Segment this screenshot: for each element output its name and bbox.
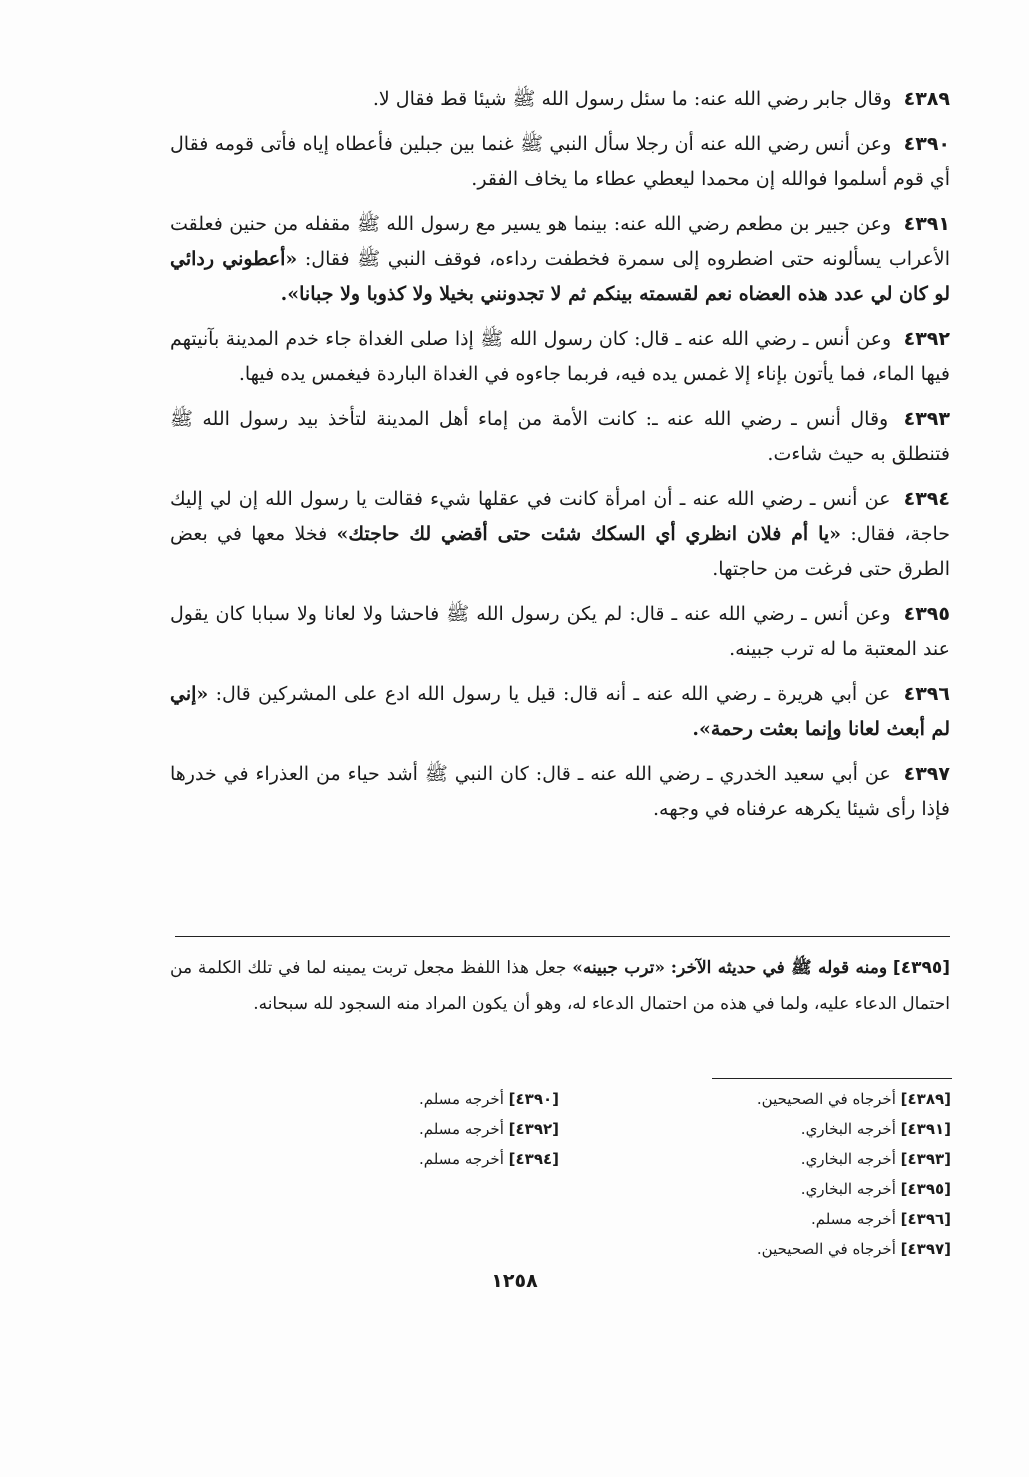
hadith-number: ٤٣٨٩ <box>903 88 950 110</box>
hadith-tail-text: فخلا معها في بعض الطرق حتى فرغت من حاجتها. <box>170 523 950 580</box>
reference-text: أخرجه البخاري. <box>800 1120 896 1138</box>
reference-item <box>671 1144 951 1174</box>
hadith-4391 <box>170 207 950 312</box>
reference-number: [٤٣٩٤] <box>508 1150 559 1168</box>
hadith-text: عن أبي سعيد الخدري ـ رضي الله عنه ـ قال: كان النبي ﷺ أشد حياء من العذراء في خدرها فإذا رأى شيئا يكرهه عرفناه في وجهه. <box>170 763 950 820</box>
prophetic-quote: «إني لم أبعث لعانا وإنما بعثت رحمة». <box>170 683 950 740</box>
reference-item <box>671 1114 951 1144</box>
reference-number: [٤٣٩٦] <box>900 1210 951 1228</box>
references-right-column <box>671 1084 951 1264</box>
reference-item <box>671 1084 951 1114</box>
reference-item <box>359 1114 559 1144</box>
hadith-4395 <box>170 597 950 667</box>
hadith-4394 <box>170 482 950 587</box>
prophetic-quote: «يا أم فلان انظري أي السكك شئت حتى أقضي لك حاجتك» <box>336 523 842 545</box>
hadith-number: ٤٣٩٠ <box>903 133 951 155</box>
reference-text: أخرجه مسلم. <box>810 1210 896 1228</box>
hadith-4392 <box>170 322 950 392</box>
hadith-4397 <box>170 757 950 827</box>
hadith-text: وعن أنس ـ رضي الله عنه ـ قال: لم يكن رسول الله ﷺ فاحشا ولا لعانا ولا سبابا كان يقول عند المعتبة ما له ترب جبينه. <box>170 603 950 660</box>
reference-number: [٤٣٩٥] <box>900 1180 951 1198</box>
hadith-number: ٤٣٩٤ <box>903 488 950 510</box>
reference-number: [٤٣٩١] <box>900 1120 951 1138</box>
reference-number: [٤٣٩٢] <box>508 1120 559 1138</box>
reference-text: أخرجاه في الصحيحين. <box>756 1090 896 1108</box>
commentary-note <box>170 950 950 1022</box>
section-divider <box>175 936 950 937</box>
hadith-number: ٤٣٩٥ <box>903 603 950 625</box>
hadith-text: عن أنس ـ رضي الله عنه ـ أن امرأة كانت في عقلها شيء فقالت يا رسول الله إن لي إليك حاجة، فقال: <box>170 488 951 545</box>
reference-item <box>671 1174 951 1204</box>
reference-item <box>671 1204 951 1234</box>
commentary-text: جعل هذا اللفظ مجعل تربت يمينه لما في تلك الكلمة من احتمال الدعاء عليه، ولما في هذه من احتمال الدعاء له، وهو أن يكون المراد منه السجود لله سبحانه. <box>170 958 950 1014</box>
hadith-text: وعن أنس ـ رضي الله عنه ـ قال: كان رسول الله ﷺ إذا صلى الغداة جاء خدم المدينة بآنيتهم فيها الماء، فما يأتون بإناء إلا غمس يده فيه، فربما جاءوه في الغداة الباردة فيغمس يده فيها. <box>170 328 950 385</box>
footnote-divider <box>712 1078 952 1079</box>
reference-number: [٤٣٩٠] <box>508 1090 559 1108</box>
hadith-text: وعن جبير بن مطعم رضي الله عنه: بينما هو يسير مع رسول الله ﷺ مقفله من حنين فعلقت الأعراب يسألونه حتى اضطروه إلى سمرة فخطفت رداءه، فوقف النبي ﷺ فقال: <box>170 213 950 270</box>
references-left-column <box>359 1084 559 1174</box>
hadith-number: ٤٣٩٢ <box>903 328 950 350</box>
reference-text: أخرجه البخاري. <box>800 1180 896 1198</box>
hadith-body <box>170 82 950 837</box>
reference-item <box>359 1144 559 1174</box>
hadith-4389 <box>170 82 950 117</box>
hadith-4396 <box>170 677 950 747</box>
reference-number: [٤٣٩٧] <box>900 1240 951 1258</box>
hadith-text: وعن أنس رضي الله عنه أن رجلا سأل النبي ﷺ غنما بين جبلين فأعطاه إياه فأتى قومه فقال أي قوم أسلموا فوالله إن محمدا ليعطي عطاء ما يخاف الفقر. <box>170 133 950 190</box>
hadith-text: وقال أنس ـ رضي الله عنه ـ: كانت الأمة من إماء أهل المدينة لتأخذ بيد رسول الله ﷺ فتنطلق به حيث شاءت. <box>170 408 950 465</box>
reference-number: [٤٣٩٣] <box>900 1150 951 1168</box>
reference-number: [٤٣٨٩] <box>900 1090 951 1108</box>
hadith-4393 <box>170 402 950 472</box>
hadith-text: وقال جابر رضي الله عنه: ما سئل رسول الله ﷺ شيئا قط فقال لا. <box>372 88 892 110</box>
page-number: ١٢٥٨ <box>491 1270 538 1292</box>
commentary-number: [٤٣٩٥] <box>892 958 950 978</box>
reference-text: أخرجه مسلم. <box>418 1150 504 1168</box>
reference-text: أخرجه مسلم. <box>418 1120 504 1138</box>
reference-item <box>359 1084 559 1114</box>
prophetic-quote: «أعطوني ردائي لو كان لي عدد هذه العضاه نعم لقسمته بينكم ثم لا تجدونني بخيلا ولا كذوبا ولا جبانا». <box>170 248 950 305</box>
hadith-number: ٤٣٩٧ <box>903 763 950 785</box>
hadith-number: ٤٣٩٣ <box>903 408 950 430</box>
reference-item <box>671 1234 951 1264</box>
commentary-lead: ومنه قوله ﷺ في حديثه الآخر: <box>670 958 888 978</box>
hadith-text: عن أبي هريرة ـ رضي الله عنه ـ أنه قال: قيل يا رسول الله ادع على المشركين قال: <box>215 683 891 705</box>
hadith-4390 <box>170 127 950 197</box>
hadith-number: ٤٣٩١ <box>903 213 950 235</box>
hadith-number: ٤٣٩٦ <box>903 683 950 705</box>
reference-text: أخرجاه في الصحيحين. <box>756 1240 896 1258</box>
reference-text: أخرجه البخاري. <box>800 1150 896 1168</box>
commentary-quote: «ترب جبينه» <box>572 958 665 978</box>
reference-text: أخرجه مسلم. <box>418 1090 504 1108</box>
